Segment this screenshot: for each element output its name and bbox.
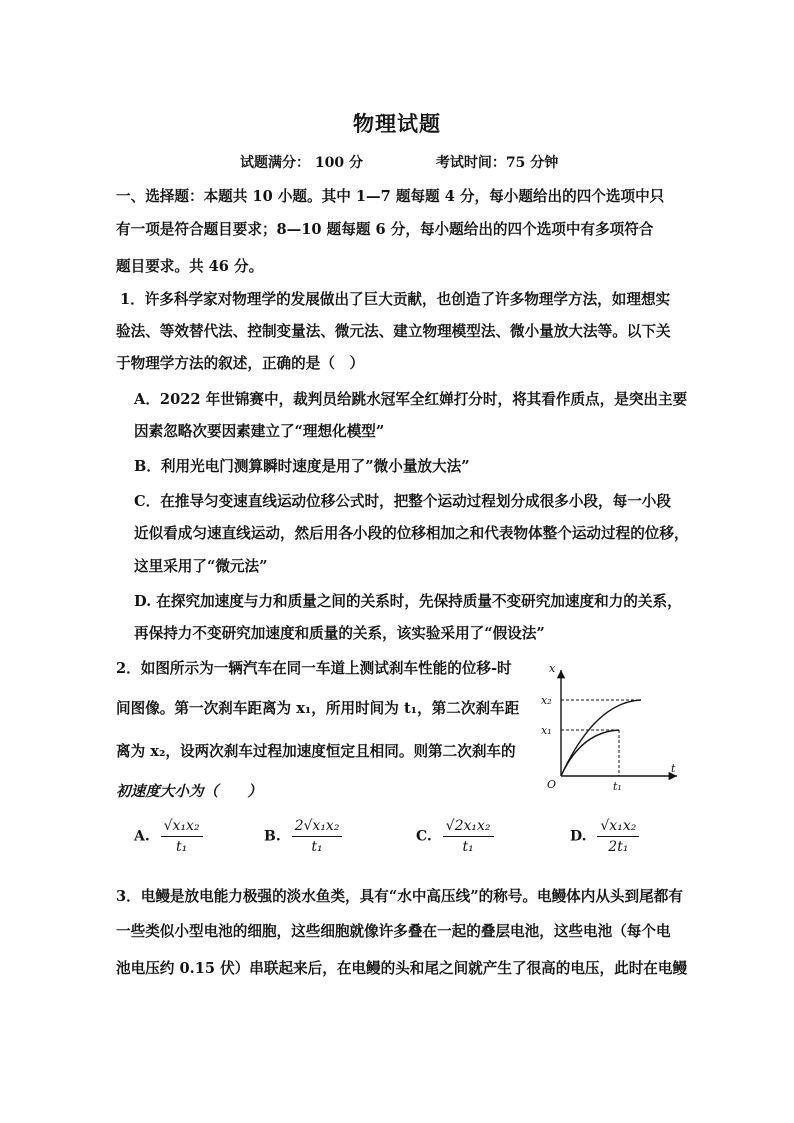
q2-stem-line: 初速度大小为（ ） (116, 783, 262, 800)
q3-stem-line: 3．电鳗是放电能力极强的淡水鱼类，具有“水中高压线”的称号。电鳗体内从头到尾都有 (116, 888, 683, 905)
curve-first-braking (561, 730, 619, 776)
q1-option-c-cont: 近似看成匀速直线运动，然后用各小段的位移相加之和代表物体整个运动过程的位移， (134, 525, 689, 542)
q2-stem-line: 间图像。第一次刹车距离为 x₁，所用时间为 t₁，第二次刹车距 (116, 700, 520, 717)
curve-second-braking (561, 700, 641, 776)
q1-option-c-cont: 这里采用了“微元法” (134, 558, 268, 575)
x-t-graph (535, 660, 685, 795)
x-axis-label: x (549, 662, 556, 675)
q3-stem-line: 一些类似小型电池的细胞，这些细胞就像许多叠在一起的叠层电池，这些电池（每个电 (116, 923, 671, 940)
q1-option-d: D. 在探究加速度与力和质量之间的关系时，先保持质量不变研究加速度和力的关系， (134, 593, 682, 610)
t1-label: t₁ (613, 780, 622, 793)
full-score: 试题满分： 100 分 (240, 155, 363, 171)
q3-stem-line: 池电压约 0.15 伏）串联起来后，在电鳗的头和尾之间就产生了很高的电压，此时在电鳗 (116, 960, 688, 977)
q1-option-a: A．2022 年世锦赛中，裁判员给跳水冠军全红婵打分时，将其看作质点，是突出主要 (134, 391, 688, 408)
section-instruction-line: 一、选择题：本题共 10 小题。其中 1—7 题每题 4 分，每小题给出的四个选项中只 (116, 188, 665, 205)
x2-label: x₂ (541, 694, 552, 707)
exam-time: 考试时间：75 分钟 (435, 155, 559, 171)
q1-stem-line: 1．许多科学家对物理学的发展做出了巨大贡献，也创造了许多物理学方法，如理想实 (120, 291, 671, 308)
q1-option-a-cont: 因素忽略次要因素建立了“理想化模型” (134, 423, 385, 440)
x1-label: x₁ (541, 724, 552, 737)
fraction: $\frac{\text{√x₁x₂}}{\text{2t₁}}$ (597, 818, 639, 855)
page-title: 物理试题 (353, 111, 441, 136)
fraction: $\frac{\text{2√x₁x₂}}{\text{t₁}}$ (292, 818, 343, 855)
fraction: $\frac{\text{√2x₁x₂}}{\text{t₁}}$ (443, 818, 494, 855)
q2-option-d: D. $\frac{\text{√x₁x₂}}{\text{2t₁}}$ (570, 818, 639, 855)
t-axis-label: t (671, 762, 676, 775)
fraction: $\frac{\text{√x₁x₂}}{\text{t₁}}$ (161, 818, 203, 855)
exam-meta (240, 152, 720, 172)
section-instruction-line: 题目要求。共 46 分。 (116, 258, 264, 275)
q1-stem-line: 验法、等效替代法、控制变量法、微元法、建立物理模型法、微小量放大法等。以下关 (116, 323, 671, 340)
section-instruction-line: 有一项是符合题目要求；8—10 题每题 6 分，每小题给出的四个选项中有多项符合 (116, 221, 654, 238)
q2-option-b: B. $\frac{\text{2√x₁x₂}}{\text{t₁}}$ (264, 818, 342, 855)
q2-stem-line: 离为 x₂，设两次刹车过程加速度恒定且相同。则第二次刹车的 (116, 743, 516, 760)
origin-label: O (547, 778, 557, 791)
q1-option-d-cont: 再保持力不变研究加速度和质量的关系，该实验采用了“假设法” (134, 625, 545, 642)
q1-stem-line: 于物理学方法的叙述，正确的是（ ） (116, 355, 365, 372)
q2-option-a: A. $\frac{\text{√x₁x₂}}{\text{t₁}}$ (134, 818, 203, 855)
q1-option-b: B．利用光电门测算瞬时速度是用了”微小量放大法” (134, 458, 470, 475)
q2-option-c: C. $\frac{\text{√2x₁x₂}}{\text{t₁}}$ (416, 818, 494, 855)
q1-option-c: C．在推导匀变速直线运动位移公式时，把整个运动过程划分成很多小段，每一小段 (134, 493, 671, 510)
q2-stem-line: 2．如图所示为一辆汽车在同一车道上测试刹车性能的位移-时 (116, 660, 512, 677)
